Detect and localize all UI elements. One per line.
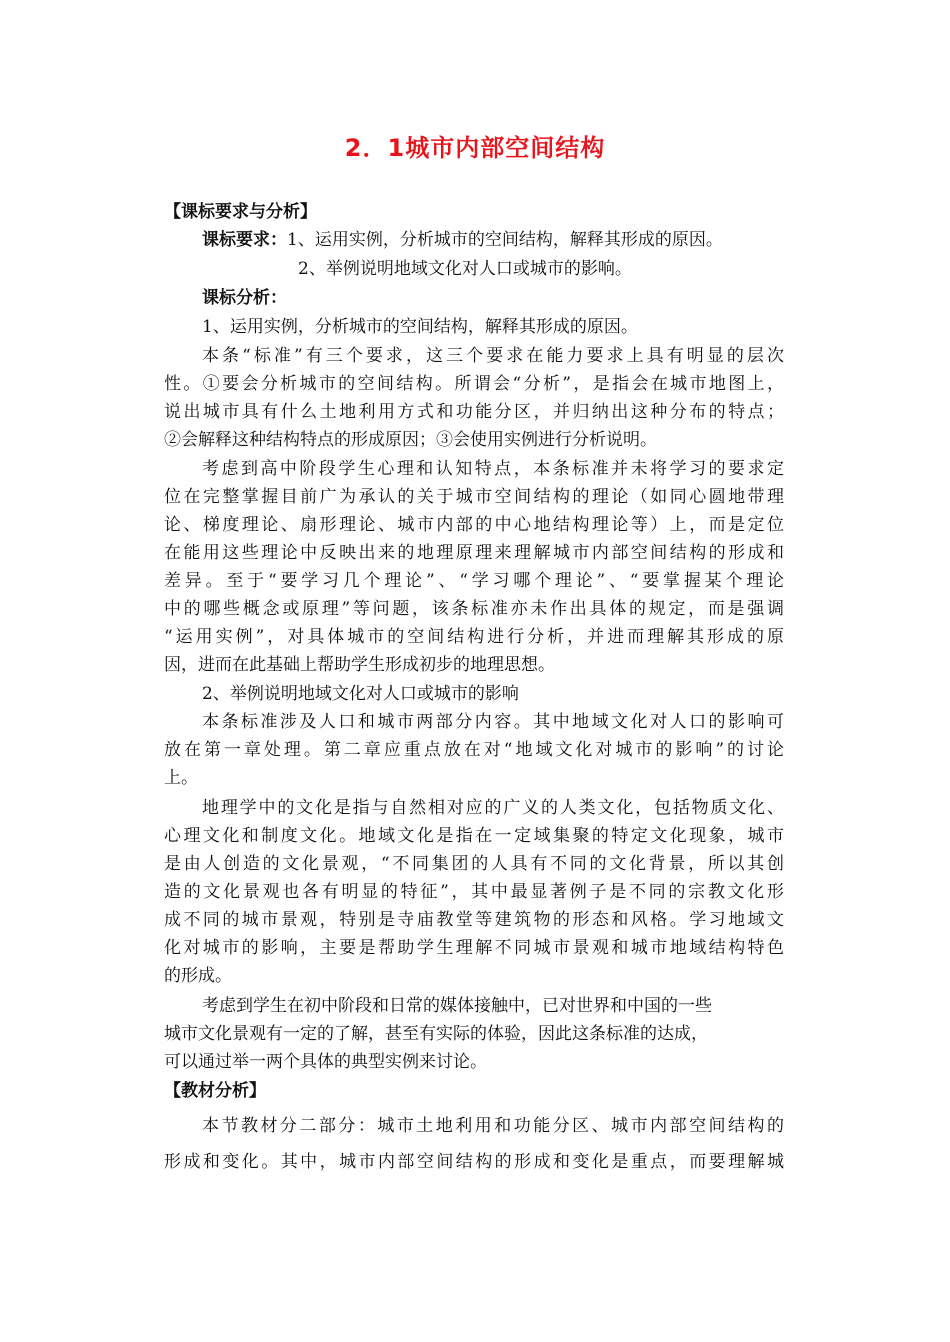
paragraph-line: 可以通过举一两个具体的典型实例来讨论。 [164,1052,487,1072]
section-heading-standards: 【课标要求与分析】 [164,202,317,222]
paragraph-line: 化对城市的影响，主要是帮助学生理解不同城市景观和城市地域结构特色 [164,938,784,958]
requirement-line-1 [202,226,723,254]
analysis-label: 课标分析： [202,288,287,308]
paragraph-line: 本条“标准”有三个要求，这三个要求在能力要求上具有明显的层次 [202,346,784,366]
paragraph-line: 论、梯度理论、扇形理论、城市内部的中心地结构理论等）上，而是定位 [164,515,784,535]
paragraph-line: 是由人创造的文化景观，“不同集团的人具有不同的文化背景，所以其创 [164,854,784,874]
paragraph-line: 造的文化景观也各有明显的特征”，其中最显著例子是不同的宗教文化形 [164,882,784,902]
paragraph-line: “运用实例”，对具体城市的空间结构进行分析，并进而理解其形成的原 [164,627,784,647]
paragraph-line: 形成和变化。其中，城市内部空间结构的形成和变化是重点，而要理解城 [164,1152,784,1172]
paragraph-line: ②会解释这种结构特点的形成原因；③会使用实例进行分析说明。 [164,430,657,450]
paragraph-line: 本节教材分二部分：城市土地利用和功能分区、城市内部空间结构的 [202,1116,784,1136]
paragraph-line: 本条标准涉及人口和城市两部分内容。其中地域文化对人口的影响可 [202,712,784,732]
paragraph-line: 位在完整掌握目前广为承认的关于城市空间结构的理论（如同心圆地带理 [164,487,784,507]
paragraph-line: 的形成。 [164,966,232,986]
paragraph-line: 考虑到高中阶段学生心理和认知特点，本条标准并未将学习的要求定 [202,459,784,479]
paragraph-line: 心理文化和制度文化。地域文化是指在一定域集聚的特定文化现象，城市 [164,826,784,846]
section-heading-textbook: 【教材分析】 [164,1081,266,1101]
paragraph-line: 上。 [164,768,198,788]
paragraph-line: 中的哪些概念或原理”等问题，该条标准亦未作出具体的规定，而是强调 [164,599,784,619]
analysis-item-2-title: 2、举例说明地域文化对人口或城市的影响 [202,684,519,704]
paragraph-line: 城市文化景观有一定的了解，甚至有实际的体验，因此这条标准的达成， [164,1024,708,1044]
analysis-item-1-title: 1、运用实例，分析城市的空间结构，解释其形成的原因。 [202,317,638,337]
requirement-2: 2、举例说明地域文化对人口或城市的影响。 [298,259,632,279]
paragraph-line: 差异。至于“要学习几个理论”、“学习哪个理论”、“要掌握某个理论 [164,571,784,591]
paragraph-line: 地理学中的文化是指与自然相对应的广义的人类文化，包括物质文化、 [202,798,784,818]
requirement-label: 课标要求： [202,230,287,250]
paragraph-line: 因，进而在此基础上帮助学生形成初步的地理思想。 [164,655,555,675]
paragraph-line: 考虑到学生在初中阶段和日常的媒体接触中，已对世界和中国的一些 [202,996,712,1016]
paragraph-line: 说出城市具有什么土地利用方式和功能分区，并归纳出这种分布的特点； [164,402,784,422]
paragraph-line: 性。①要会分析城市的空间结构。所谓会“分析”，是指会在城市地图上， [164,374,784,394]
paragraph-line: 在能用这些理论中反映出来的地理原理来理解城市内部空间结构的形成和 [164,543,784,563]
paragraph-line: 成不同的城市景观，特别是寺庙教堂等建筑物的形态和风格。学习地域文 [164,910,784,930]
page-title: 2．1城市内部空间结构 [344,134,606,162]
paragraph-line: 放在第一章处理。第二章应重点放在对“地域文化对城市的影响”的讨论 [164,740,784,760]
requirement-1: 1、运用实例，分析城市的空间结构，解释其形成的原因。 [287,230,723,250]
